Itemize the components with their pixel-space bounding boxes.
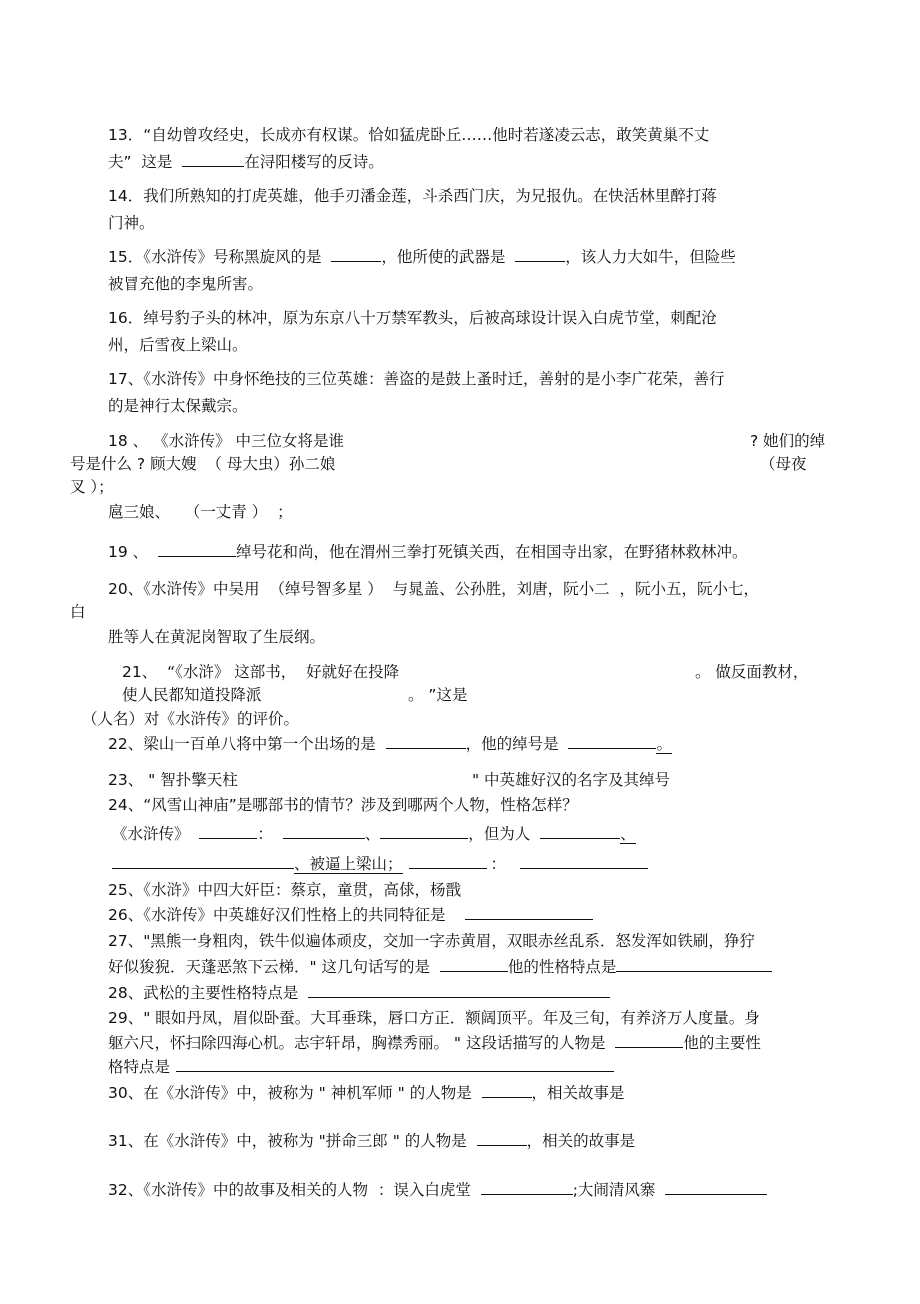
q15-line2: 被冒充他的李鬼所害。 (108, 275, 264, 293)
q22-text-c: 。 (656, 735, 672, 753)
q19-text-a: 19 、 (108, 543, 159, 561)
q27-line2 (108, 960, 772, 976)
q21-line3: （人名）对《水浒传》的评价。 (82, 710, 300, 728)
answer-blank (520, 867, 648, 869)
q17-line2: 的是神行太保戴宗。 (108, 397, 248, 415)
q25-line1: 25、《水浒》中四大奸臣：蔡京，童贯，高俅，杨戬 (108, 881, 461, 899)
q24-text-e: 、 (620, 825, 636, 843)
q22-text-a: 22、梁山一百单八将中第一个出场的是 (108, 735, 386, 753)
answer-blank (199, 837, 257, 839)
q16-line2: 州，后雪夜上梁山。 (108, 336, 248, 354)
q24-text-f: 、被逼上梁山； (294, 855, 403, 873)
q20-line3: 胜等人在黄泥岗智取了生辰纲。 (108, 628, 326, 646)
q28-text-a: 28、武松的主要性格特点是 (108, 984, 309, 1002)
q28-line1 (108, 986, 610, 1002)
q14-line2: 门神。 (108, 214, 155, 232)
q31-text-b: ，相关的故事是 (526, 1132, 636, 1150)
q19-text-b: 绰号花和尚，他在渭州三拳打死镇关西，在相国寺出家，在野猪林救林冲。 (236, 543, 748, 561)
q29-line3 (108, 1060, 614, 1076)
q31-line1 (108, 1134, 635, 1150)
answer-blank (158, 555, 236, 557)
answer-blank (112, 867, 294, 869)
answer-blank (515, 260, 565, 262)
q21-line1a: 21、 “《水浒》 这部书， 好就好在投降 (122, 663, 400, 681)
q15-text-b: ，他所使的武器是 (381, 248, 516, 266)
q14-line1: 14．我们所熟知的打虎英雄，他手刃潘金莲，斗杀西门庆，为兄报仇。在快活林里醉打蒋 (108, 187, 717, 205)
q24-text-c: 、 (364, 825, 381, 843)
q22-text-b: ，他的绰号是 (465, 735, 569, 753)
q21-line1b: 。 做反面教材， (695, 663, 809, 681)
q17-line1: 17、《水浒传》中身怀绝技的三位英雄：善盗的是鼓上蚤时迁，善射的是小李广花荣，善行 (108, 370, 725, 388)
q24-line2 (112, 827, 636, 843)
q29-text-a: 躯六尺，怀扫除四海心机。志宇轩昂，胸襟秀丽。 " 这段话描写的人物是 (108, 1034, 616, 1052)
q23-line1b: " 中英雄好汉的名字及其绰号 (472, 771, 671, 789)
q24-line3 (112, 857, 648, 873)
q24-line1: 24、“风雪山神庙”是哪部书的情节？涉及到哪两个人物，性格怎样？ (108, 796, 578, 814)
answer-blank (308, 996, 610, 998)
q20-line2: 白 (70, 603, 86, 621)
q21-line2b: 。 ”这是 (408, 686, 468, 704)
answer-blank (386, 747, 466, 749)
answer-blank (615, 1046, 683, 1048)
q26-text-a: 26、《水浒传》中英雄好汉们性格上的共同特征是 (108, 906, 456, 924)
q30-text-b: ，相关故事是 (531, 1084, 625, 1102)
q24-text-b: ： (257, 825, 283, 843)
q29-text-c: 格特点是 (108, 1058, 171, 1076)
q15-line1 (108, 250, 736, 266)
q27-text-b: 他的性格特点是 (507, 958, 617, 976)
q24-text-d: ，但为人 (468, 825, 541, 843)
q13-line2 (108, 155, 384, 171)
q15-text-c: ，该人力大如牛，但险些 (565, 248, 736, 266)
answer-blank (665, 1193, 767, 1195)
q13-text-b: 在浔阳楼写的反诗。 (244, 153, 384, 171)
q27-line1: 27、"黑熊一身粗肉，铁牛似遍体顽皮，交加一字赤黄眉，双眼赤丝乱系．怒发浑如铁刷，狰狞 (108, 932, 755, 950)
q16-line1: 16．绰号豹子头的林冲，原为东京八十万禁军教头，后被高球设计误入白虎节堂，刺配沧 (108, 309, 717, 327)
q22-line1 (108, 737, 672, 753)
q18-line3: 叉 ）； (70, 478, 114, 496)
answer-blank (331, 260, 381, 262)
q18-line1b: ? 她们的绰 (750, 432, 826, 450)
q29-line2 (108, 1036, 761, 1052)
q31-text-a: 31、在《水浒传》中，被称为 "拼命三郎 " 的人物是 (108, 1132, 477, 1150)
answer-blank (477, 1144, 527, 1146)
answer-blank (568, 747, 656, 749)
answer-blank (440, 970, 508, 972)
q26-line1 (108, 908, 593, 924)
q13-line1: 13．“自幼曾攻经史，长成亦有权谋。恰如猛虎卧丘……他时若遂凌云志，敢笑黄巢不丈 (108, 126, 710, 144)
q18-line1a: 18 、 《水浒传》 中三位女将是谁 (108, 432, 345, 450)
q15-text-a: 15．《水浒传》号称黑旋风的是 (108, 248, 332, 266)
q30-text-a: 30、在《水浒传》中，被称为 " 神机军师 " 的人物是 (108, 1084, 482, 1102)
q18-line2b: （母夜 (760, 455, 807, 473)
q32-line1 (108, 1183, 767, 1199)
q23-line1a: 23、 " 智扑擎天柱 (108, 771, 238, 789)
q19-line1 (108, 545, 748, 561)
answer-blank (409, 867, 487, 869)
q29-line1: 29、" 眼如丹凤，眉似卧蚕。大耳垂珠，唇口方正．额阔顶平。年及三旬，有养济万人度量。身 (108, 1009, 760, 1027)
q24-text-a: 《水浒传》 (112, 825, 200, 843)
answer-blank (182, 165, 244, 167)
q18-line2a: 号是什么 ? 顾大嫂 （ 母大虫）孙二娘 (70, 455, 336, 473)
answer-blank (283, 837, 365, 839)
answer-blank (540, 837, 620, 839)
q30-line1 (108, 1086, 625, 1102)
q32-text-a: 32、《水浒传》中的故事及相关的人物 ：误入白虎堂 (108, 1181, 481, 1199)
q21-line2a: 使人民都知道投降派 (122, 686, 262, 704)
answer-blank (176, 1070, 614, 1072)
q18-line4: 扈三娘、 （一丈青 ） ； (108, 503, 293, 521)
q20-line1: 20、《水浒传》中吴用 （绰号智多星 ） 与晁盖、公孙胜，刘唐，阮小二 ，阮小五，阮小七， (108, 580, 759, 598)
q27-text-a: 好似狻猊．天蓬恶煞下云梯．" 这几句话写的是 (108, 958, 440, 976)
answer-blank (465, 918, 593, 920)
answer-blank (616, 970, 772, 972)
q24-text-g: ： (490, 855, 507, 873)
q13-text-a: 夫” 这是 (108, 153, 183, 171)
answer-blank (481, 1193, 573, 1195)
answer-blank (380, 837, 468, 839)
q32-text-b: ;大闹清风寨 (572, 1181, 666, 1199)
q29-text-b: 他的主要性 (683, 1034, 761, 1052)
answer-blank (482, 1096, 532, 1098)
